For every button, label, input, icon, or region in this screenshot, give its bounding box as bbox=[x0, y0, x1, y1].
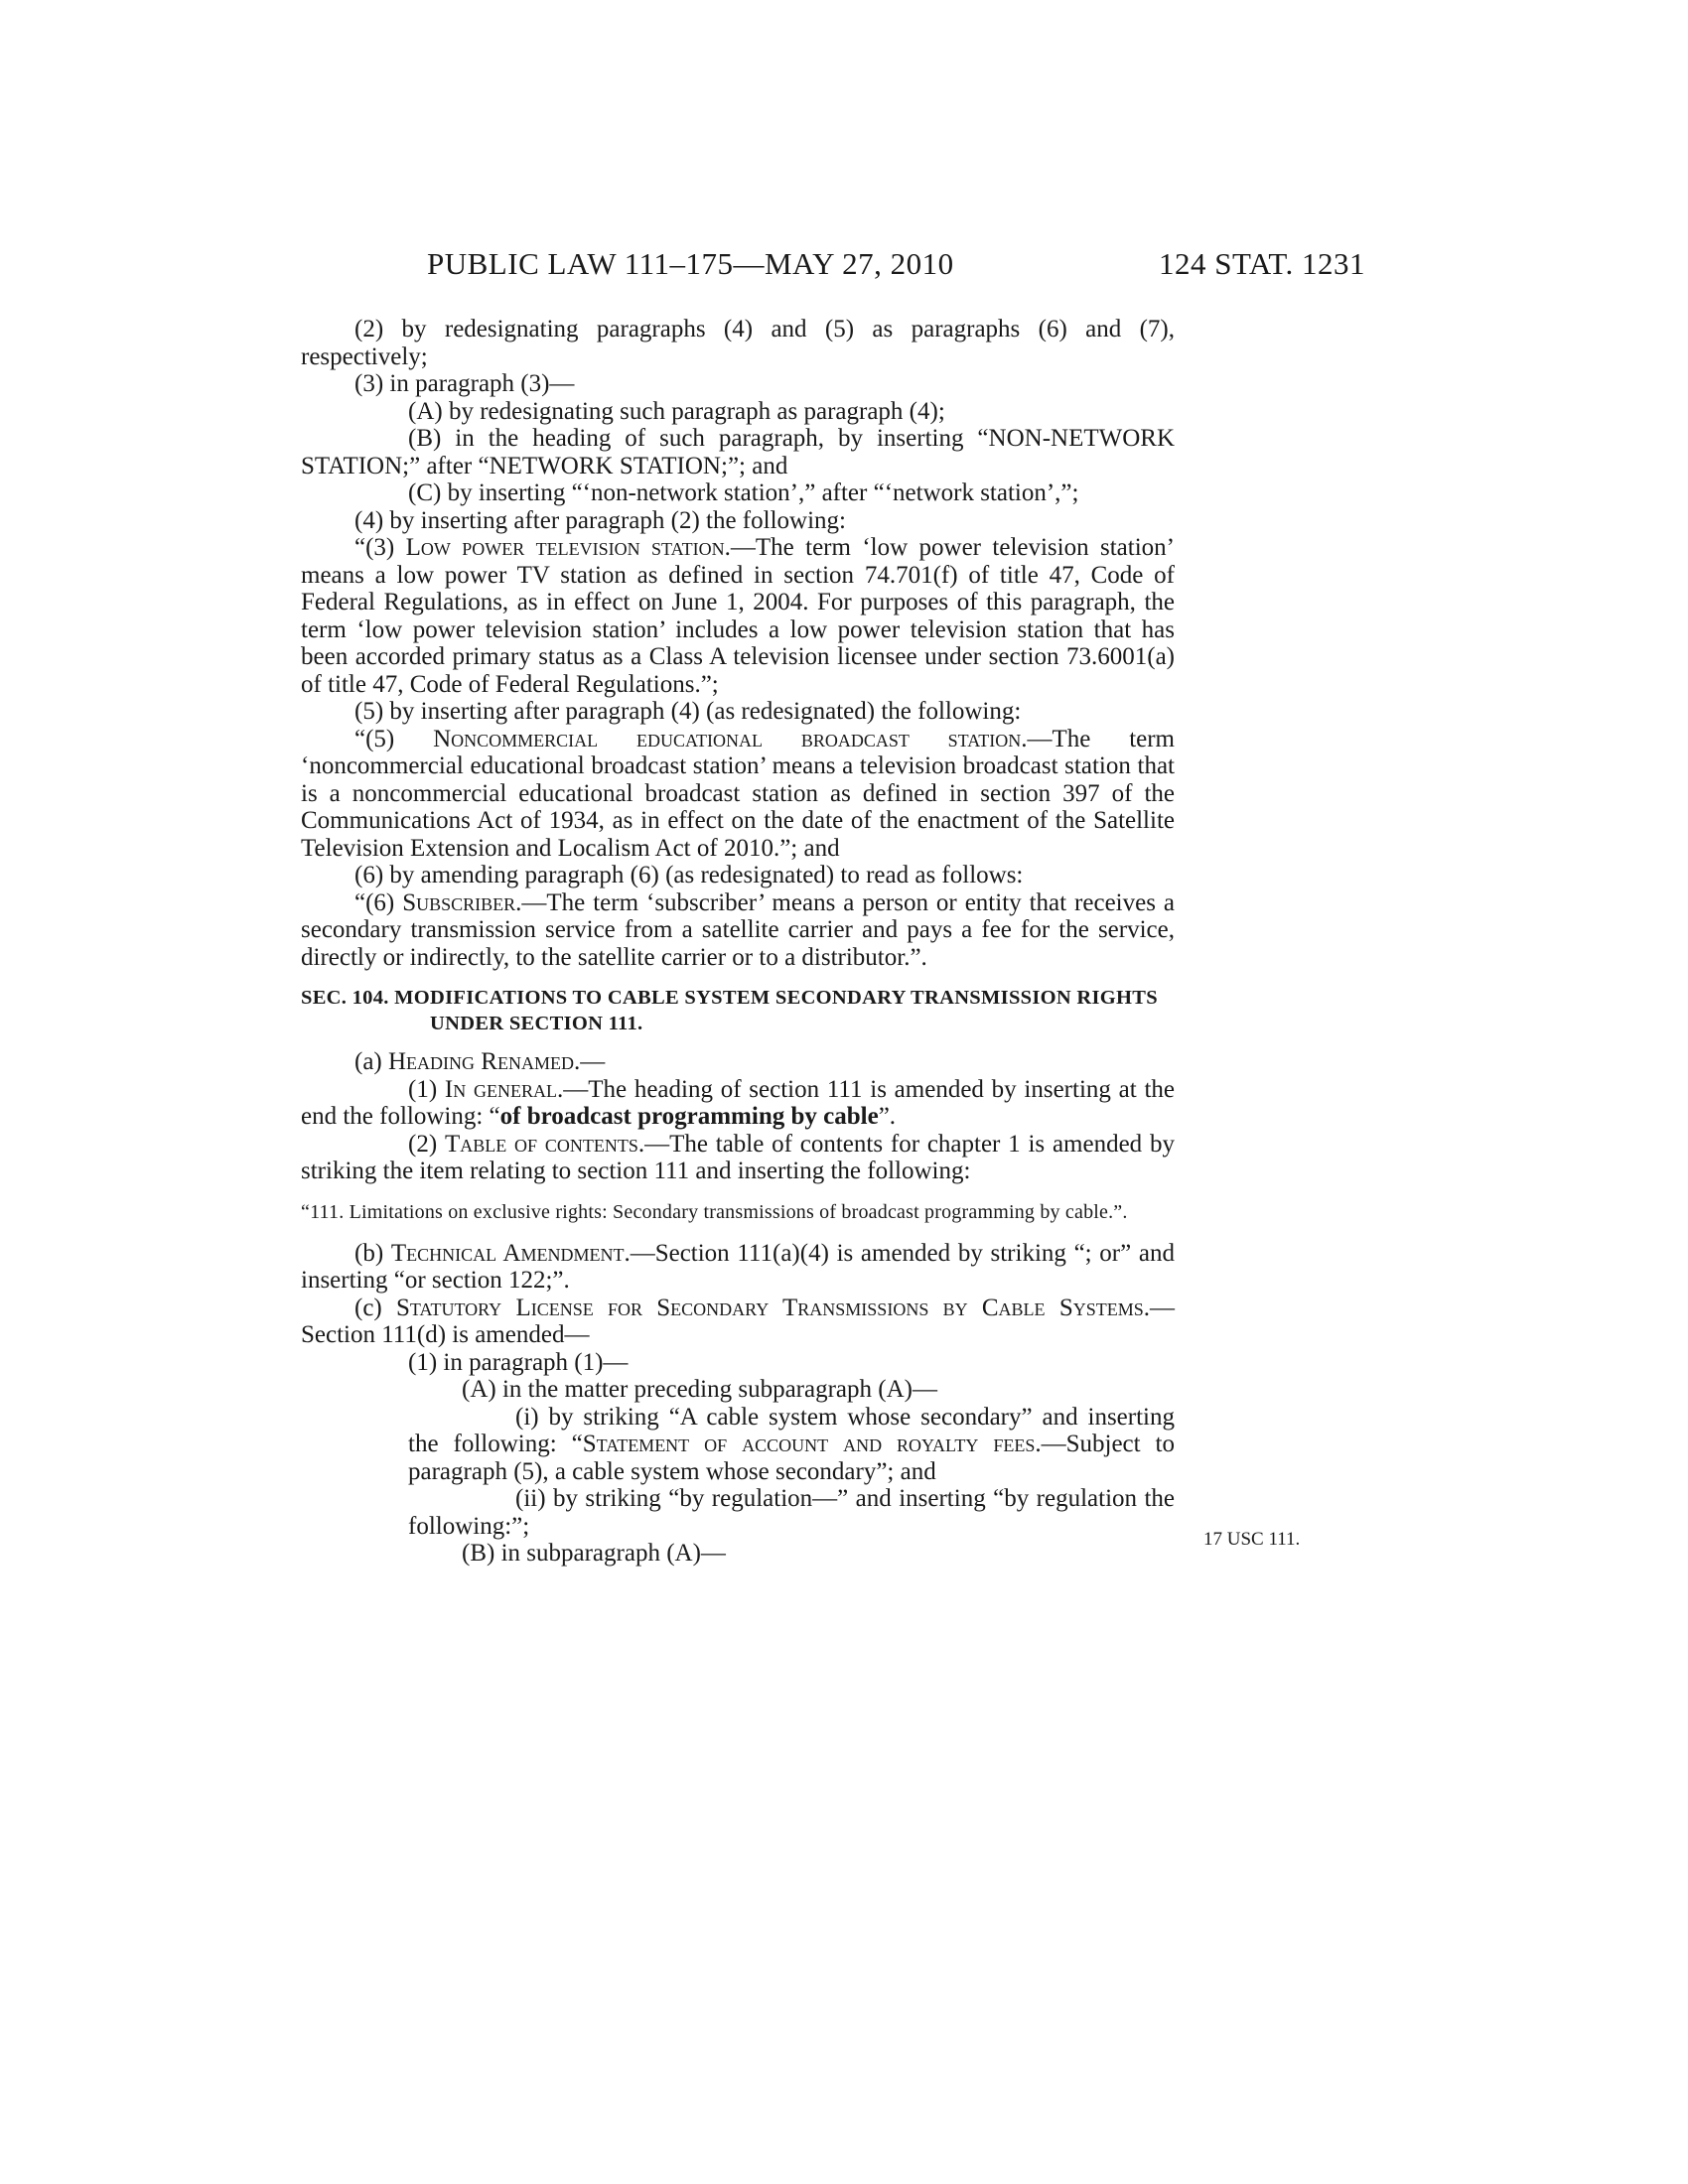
running-head-title: PUBLIC LAW 111–175—MAY 27, 2010 bbox=[427, 246, 954, 281]
paragraph: (B) in subparagraph (A)— bbox=[462, 1540, 726, 1567]
paragraph: (2) Table of contents.—The table of contents for chapter 1 is amended by striking the item relating to section 111 and inserting the following: bbox=[301, 1130, 1175, 1184]
paragraph: “(3) Low power television station.—The term ‘low power television station’ means a low power TV station as defined in section 74.701(f) of title 47, Code of Federal Regulations, as in effect on June 1, 2004. For purposes of this paragraph, the term ‘low power television station’ includes a low power television station that has been accorded primary status as a Class A television licensee under section 73.6001(a) of title 47, Code of Federal Regulations.”; bbox=[301, 534, 1175, 698]
page-body bbox=[301, 316, 1175, 1568]
small-caps-term: NON-NETWORK STATION; bbox=[301, 425, 1175, 479]
paragraph: (C) by inserting “‘non-network station’,” after “‘network station’,”; bbox=[408, 479, 1079, 506]
paragraph: (b) Technical Amendment.—Section 111(a)(4) is amended by striking “; or” and inserting “or section 122;”. bbox=[301, 1239, 1175, 1294]
paragraph: (1) in paragraph (1)— bbox=[408, 1348, 629, 1376]
small-caps-term: In general bbox=[444, 1075, 557, 1103]
small-caps-term: Noncommercial educational broadcast station bbox=[433, 725, 1022, 752]
paragraph: (6) by amending paragraph (6) (as redesignated) to read as follows: bbox=[354, 862, 1024, 888]
paragraph: (a) Heading Renamed.— bbox=[354, 1048, 606, 1075]
paragraph: (c) Statutory License for Secondary Transmissions by Cable Systems.—Section 111(d) is amended— bbox=[301, 1294, 1175, 1348]
section-heading: SEC. 104. MODIFICATIONS TO CABLE SYSTEM SECONDARY TRANSMISSION RIGHTS UNDER SECTION 111. bbox=[301, 987, 1158, 1034]
small-caps-term: Statutory License for Secondary Transmissions by Cable Systems bbox=[396, 1294, 1144, 1321]
paragraph: (A) in the matter preceding subparagraph (A)— bbox=[462, 1376, 937, 1403]
paragraph: (A) by redesignating such paragraph as paragraph (4); bbox=[408, 397, 945, 425]
paragraph: (4) by inserting after paragraph (2) the following: bbox=[354, 506, 846, 534]
paragraph: (B) in the heading of such paragraph, by inserting “NON-NETWORK STATION;” after “NETWORK STATION;”; and bbox=[301, 425, 1175, 479]
small-caps-term: Heading Renamed bbox=[388, 1048, 574, 1075]
paragraph: (i) by striking “A cable system whose secondary” and inserting the following: “Statement of account and royalty fees.—Subject to paragraph (5), a cable system whose secondary”; and bbox=[408, 1403, 1176, 1485]
paragraph: “(5) Noncommercial educational broadcast station.—The term ‘noncommercial educational broadcast station’ means a television broadcast station that is a noncommercial educational broadcast station as defined in section 397 of the Communications Act of 1934, as in effect on the date of the enactment of the Satellite Television Extension and Localism Act of 2010.”; and bbox=[301, 725, 1176, 862]
page-header bbox=[298, 246, 1365, 286]
paragraph: “(6) Subscriber.—The term ‘subscriber’ means a person or entity that receives a secondary transmission service from a satellite carrier and pays a fee for the service, directly or indirectly, to the satellite carrier or to a distributor.”. bbox=[301, 888, 1175, 971]
paragraph: (3) in paragraph (3)— bbox=[354, 370, 575, 397]
margin-citation: 17 USC 111. bbox=[1203, 1529, 1301, 1550]
small-caps-term: NETWORK STATION; bbox=[489, 452, 728, 479]
paragraph: (5) by inserting after paragraph (4) (as redesignated) the following: bbox=[354, 698, 1022, 725]
bold-inserted-text: of broadcast programming by cable bbox=[499, 1103, 879, 1130]
small-caps-term: Statement of account and royalty fees bbox=[582, 1431, 1036, 1457]
paragraph: (2) by redesignating paragraphs (4) and (5) as paragraphs (6) and (7), respectively; bbox=[301, 316, 1175, 370]
small-caps-term: Low power television station bbox=[405, 534, 725, 561]
statute-page-number: 124 STAT. 1231 bbox=[1158, 246, 1365, 281]
small-caps-term: Technical Amendment bbox=[390, 1239, 625, 1267]
small-caps-term: Table of contents bbox=[444, 1130, 638, 1158]
paragraph: (1) In general.—The heading of section 111 is amended by inserting at the end the following: “of broadcast programming by cable”. bbox=[301, 1075, 1175, 1130]
paragraph: (ii) by striking “by regulation—” and inserting “by regulation the following:”; bbox=[408, 1485, 1175, 1540]
table-of-contents-item: “111. Limitations on exclusive rights: Secondary transmissions of broadcast programming by cable.”. bbox=[301, 1200, 1128, 1223]
small-caps-term: Subscriber bbox=[402, 888, 516, 916]
